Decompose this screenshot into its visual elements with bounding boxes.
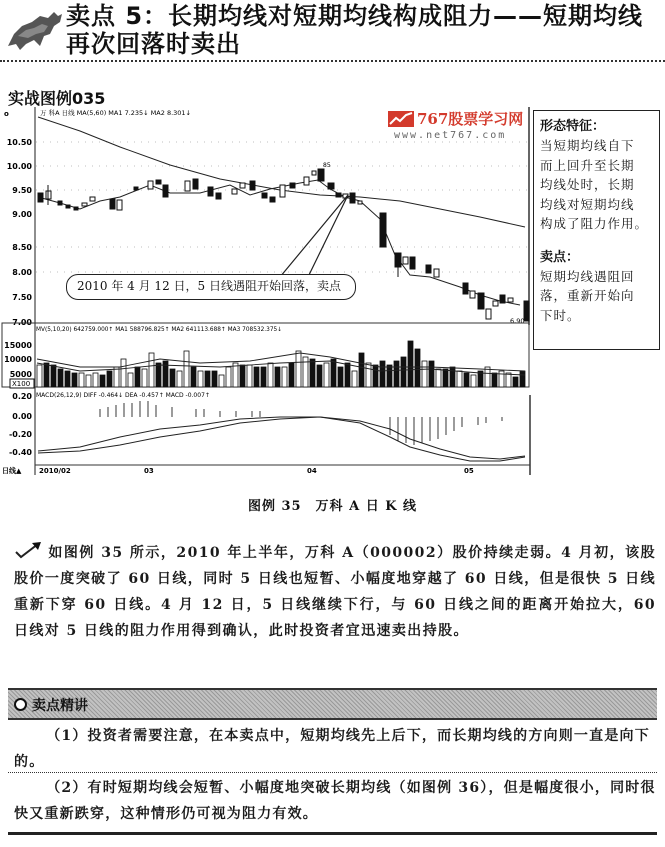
tick-10.50: 10.50 [6, 138, 32, 147]
section-title: 卖点精讲 [32, 698, 88, 714]
vol-tick-5000: 5000 [9, 370, 32, 379]
peak-label: 85 [323, 162, 331, 169]
x-tick-2010-02: 2010/02 [39, 467, 71, 475]
note-line: 短期均线遇阻回 [540, 268, 635, 284]
point-1: （1）投资者需要注意，在本卖点中，短期均线先上后下，而长期均线的方向则一直是向下的。 [14, 728, 650, 770]
note-line: 下时。 [540, 307, 581, 323]
note-line: 当短期均线自下 [540, 138, 635, 153]
header-divider [0, 60, 665, 62]
section-header [8, 688, 657, 720]
macd-header: MACD(26,12,9) DIFF -0.464↓ DEA -0.457↑ MACD -0.007↑ [36, 392, 210, 399]
macd-tick-neg0.20: -0.20 [8, 430, 32, 439]
x-tick-05: 05 [464, 467, 474, 475]
x-tick-03: 03 [144, 467, 154, 475]
tick-7.00: 7.00 [12, 318, 32, 327]
last-price-label: 6.90 [510, 317, 525, 325]
macd-tick-neg0.40: -0.40 [8, 448, 32, 457]
note-line: 落，重新开始向 [540, 288, 635, 303]
page-title [66, 2, 643, 58]
watermark-url: www.net767.com [394, 130, 507, 141]
tick-9.50: 9.50 [12, 186, 32, 195]
watermark-brand: 767股票学习网 [417, 110, 524, 128]
volume-unit: X100 [12, 380, 31, 388]
body-paragraph [14, 540, 656, 644]
title-line-1: 卖点 5：长期均线对短期均线构成阻力——短期均线 [66, 2, 644, 30]
x-tick-04: 04 [307, 467, 317, 475]
trend-up-icon [388, 111, 414, 127]
page-header [0, 0, 665, 62]
note-line: 均线处时，长期 [540, 177, 635, 192]
pattern-note-box [533, 110, 660, 350]
tick-7.50: 7.50 [12, 293, 32, 302]
case-title: 实战图例035 [8, 89, 106, 108]
bottom-divider [8, 832, 657, 835]
tick-9.00: 9.00 [12, 210, 32, 219]
tick-8.00: 8.00 [12, 268, 32, 277]
vol-tick-15000: 15000 [4, 341, 32, 350]
check-arrow-icon [14, 542, 42, 560]
note-line: 而上回升至长期 [540, 157, 635, 173]
vol-tick-10000: 10000 [4, 355, 32, 364]
volume-header: MV(5,10,20) 642759.000↑ MA1 588796.825↑ MA2 641113.688↑ MA3 708532.375↓ [36, 327, 283, 333]
svg-text:o: o [4, 110, 9, 118]
price-header: 万 科A 日线 MA(5,60) MA1 7.235↓ MA2 8.301↓ [40, 109, 191, 117]
site-watermark [388, 108, 528, 141]
macd-tick-0.00: 0.00 [12, 412, 32, 421]
macd-tick-0.20: 0.20 [12, 392, 32, 401]
note-line: 均线对短期均线 [540, 196, 635, 212]
period-label: 日线▲ [2, 467, 22, 475]
body-text: 如图例 35 所示，2010 年上半年，万科 A（000002）股价持续走弱。4 月初，该股股价一度突破了 60 日线，同时 5 日线也短暂、小幅度地穿越了 60 日线，但是很快 5 日线重新下穿 60 日线。4 月 12 日，5 日线继续下行，与 60 日线之间的距离开始拉大，60 日线对 5 日线的阻力作用得到确认，此时投资者宜迅速卖出持股。 [14, 545, 656, 639]
circle-bullet-icon [14, 698, 27, 711]
note-heading-sell-point: 卖点： [540, 249, 580, 265]
point-2: （2）有时短期均线会短暂、小幅度地突破长期均线（如图例 36），但是幅度很小，同时很快又重新跌穿，这种情形仍可视为阻力有效。 [14, 780, 656, 822]
note-heading-pattern: 形态特征： [540, 119, 606, 134]
dotted-divider [8, 772, 657, 773]
tick-10.00: 10.00 [6, 162, 32, 171]
figure-caption: 图例 35 万科 A 日 K 线 [247, 499, 418, 514]
sell-point-callout: 2010 年 4 月 12 日，5 日线遇阻开始回落，卖点 [66, 274, 356, 300]
title-line-2: 再次回落时卖出 [66, 30, 241, 58]
note-line: 构成了阻力作用。 [540, 216, 649, 231]
tick-8.50: 8.50 [12, 243, 32, 252]
bull-icon [4, 6, 66, 54]
